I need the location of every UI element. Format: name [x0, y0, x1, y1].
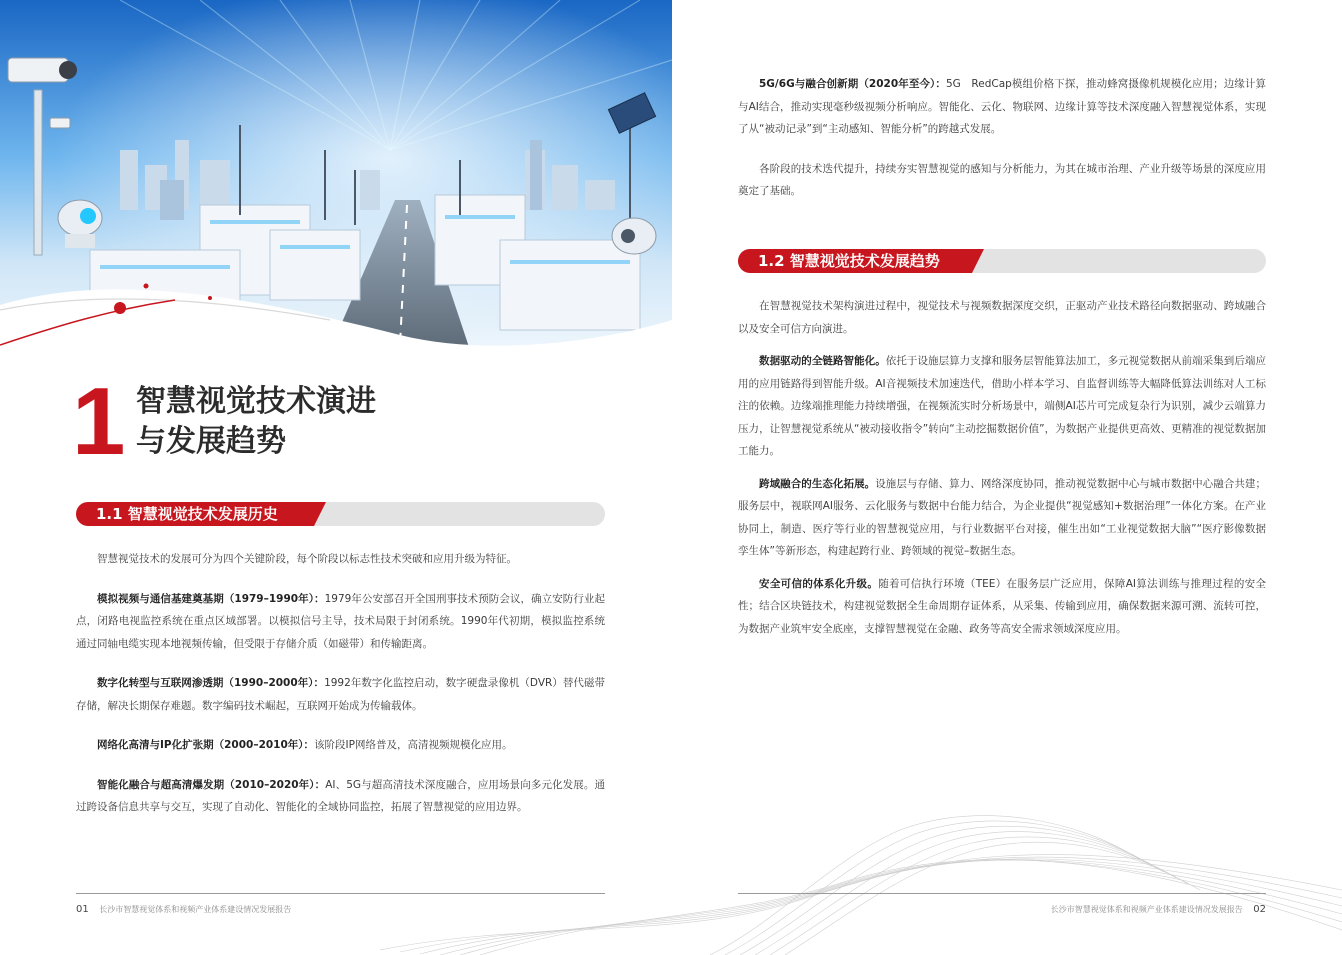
stage-body: 5G RedCap模组价格下探，推动蜂窝摄像机规模化应用；边缘计算与AI结合，推动实现毫秒级视频分析响应。智能化、云化、物联网、边缘计算等技术深度融入智慧视觉体系，实现了从“被动记录”到“主动感知、智能分析”的跨越式发展。	[738, 78, 1266, 135]
stage-title: 5G/6G与融合创新期（2020年至今）：	[759, 78, 946, 90]
chapter-number: 1	[72, 368, 126, 475]
section-1-2-body	[738, 295, 1266, 640]
section-title-1-1: 1.1 智慧视觉技术发展历史	[96, 505, 278, 523]
trend-title: 数据驱动的全链路智能化。	[759, 355, 886, 367]
trend-title: 跨域融合的生态化拓展。	[759, 477, 876, 490]
chapter-title	[136, 382, 436, 462]
hero-image	[0, 0, 672, 350]
stage-body: 1992年数字化监控启动，数字硬盘录像机（DVR）替代磁带存储，解决长期保存难题。数字编码技术崛起，互联网开始成为传输载体。	[76, 677, 605, 712]
right-page-top-body	[738, 73, 1266, 203]
footer-divider-right	[738, 893, 1266, 894]
chapter-title-line1: 智慧视觉技术演进	[136, 384, 376, 419]
page-number: 01	[76, 904, 89, 915]
trend-intro-paragraph: 在智慧视觉技术架构演进过程中，视觉技术与视频数据深度交织，正驱动产业技术路径向数据驱动、跨域融合以及安全可信方向演进。	[738, 300, 1266, 335]
intro-paragraph: 智慧视觉技术的发展可分为四个关键阶段，每个阶段以标志性技术突破和应用升级为特征。	[97, 553, 517, 565]
trend-paragraph-2	[738, 473, 1266, 563]
section-title-1-2: 1.2 智慧视觉技术发展趋势	[758, 252, 940, 270]
footer-left	[76, 904, 291, 915]
page-number: 02	[1253, 904, 1266, 915]
footer-report-title: 长沙市智慧视觉体系和视频产业体系建设情况发展报告	[1050, 905, 1243, 914]
summary-paragraph: 各阶段的技术迭代提升，持续夯实智慧视觉的感知与分析能力，为其在城市治理、产业升级等场景的深度应用奠定了基础。	[738, 162, 1266, 197]
stage-title: 网络化高清与IP化扩张期（2000–2010年）：	[97, 739, 315, 751]
footer-divider-left	[76, 893, 605, 894]
stage-paragraph-3	[76, 734, 605, 757]
stage-paragraph-2	[76, 672, 605, 717]
trend-paragraph-1	[738, 350, 1266, 463]
stage-title: 智能化融合与超高清爆发期（2010–2020年）：	[97, 778, 326, 791]
footer-right	[1051, 904, 1266, 915]
footer-report-title: 长沙市智慧视觉体系和视频产业体系建设情况发展报告	[99, 905, 292, 914]
section-header-1-1	[76, 502, 605, 526]
stage-paragraph-1	[76, 588, 605, 656]
chapter-title-line2: 与发展趋势	[136, 424, 286, 459]
section-header-1-2	[738, 249, 1266, 273]
stage-body: 该阶段IP网络普及，高清视频规模化应用。	[314, 739, 513, 751]
trend-paragraph-3	[738, 573, 1266, 641]
trend-body: 设施层与存储、算力、网络深度协同，推动视觉数据中心与城市数据中心融合共建；服务层中，视联网AI服务、云化服务与数据中台能力结合，为企业提供“视觉感知+数据治理”一体化方案。在产业协同上，制造、医疗等行业的智慧视觉应用，与行业数据平台对接，催生出如“工业视觉数据大脑”“医疗影像数据孪生体”等新形态，构建起跨行业、跨领域的视觉–数据生态。	[738, 477, 1266, 557]
stage-body: 1979年公安部召开全国刑事技术预防会议，确立安防行业起点，闭路电视监控系统在重点区域部署。以模拟信号主导，技术局限于封闭系统。1990年代初期，模拟监控系统通过同轴电缆实现本地视频传输，但受限于存储介质（如磁带）和传输距离。	[76, 592, 605, 650]
stage-title: 数字化转型与互联网渗透期（1990–2000年）：	[97, 677, 325, 689]
stage-paragraph-5	[738, 73, 1266, 141]
trend-title: 安全可信的体系化升级。	[759, 577, 879, 590]
decorative-wave-lines	[380, 800, 1342, 955]
stage-body: AI、5G与超高清技术深度融合，应用场景向多元化发展。通过跨设备信息共享与交互，实现了自动化、智能化的全域协同监控，拓展了智慧视觉的应用边界。	[76, 778, 605, 813]
stage-title: 模拟视频与通信基建奠基期（1979–1990年）：	[97, 592, 325, 605]
trend-body: 依托于设施层算力支撑和服务层智能算法加工，多元视觉数据从前端采集到后端应用的应用链路得到智能升级。AI音视频技术加速迭代，借助小样本学习、自监督训练等大幅降低算法训练对人工标注的依赖。边缘端推理能力持续增强，在视频流实时分析场景中，端侧AI芯片可完成复杂行为识别，减少云端算力压力，让智慧视觉系统从“被动接收指令”转向“主动挖掘数据价值”，为数据产业提供更高效、更精准的视觉数据加工能力。	[738, 355, 1266, 457]
section-1-1-body	[76, 548, 605, 819]
trend-body: 随着可信执行环境（TEE）在服务层广泛应用，保障AI算法训练与推理过程的安全性；结合区块链技术，构建视觉数据全生命周期存证体系，从采集、传输到应用，确保数据来源可溯、流转可控，为数据产业筑牢安全底座，支撑智慧视觉在金融、政务等高安全需求领域深度应用。	[738, 577, 1267, 635]
stage-paragraph-4	[76, 774, 605, 819]
